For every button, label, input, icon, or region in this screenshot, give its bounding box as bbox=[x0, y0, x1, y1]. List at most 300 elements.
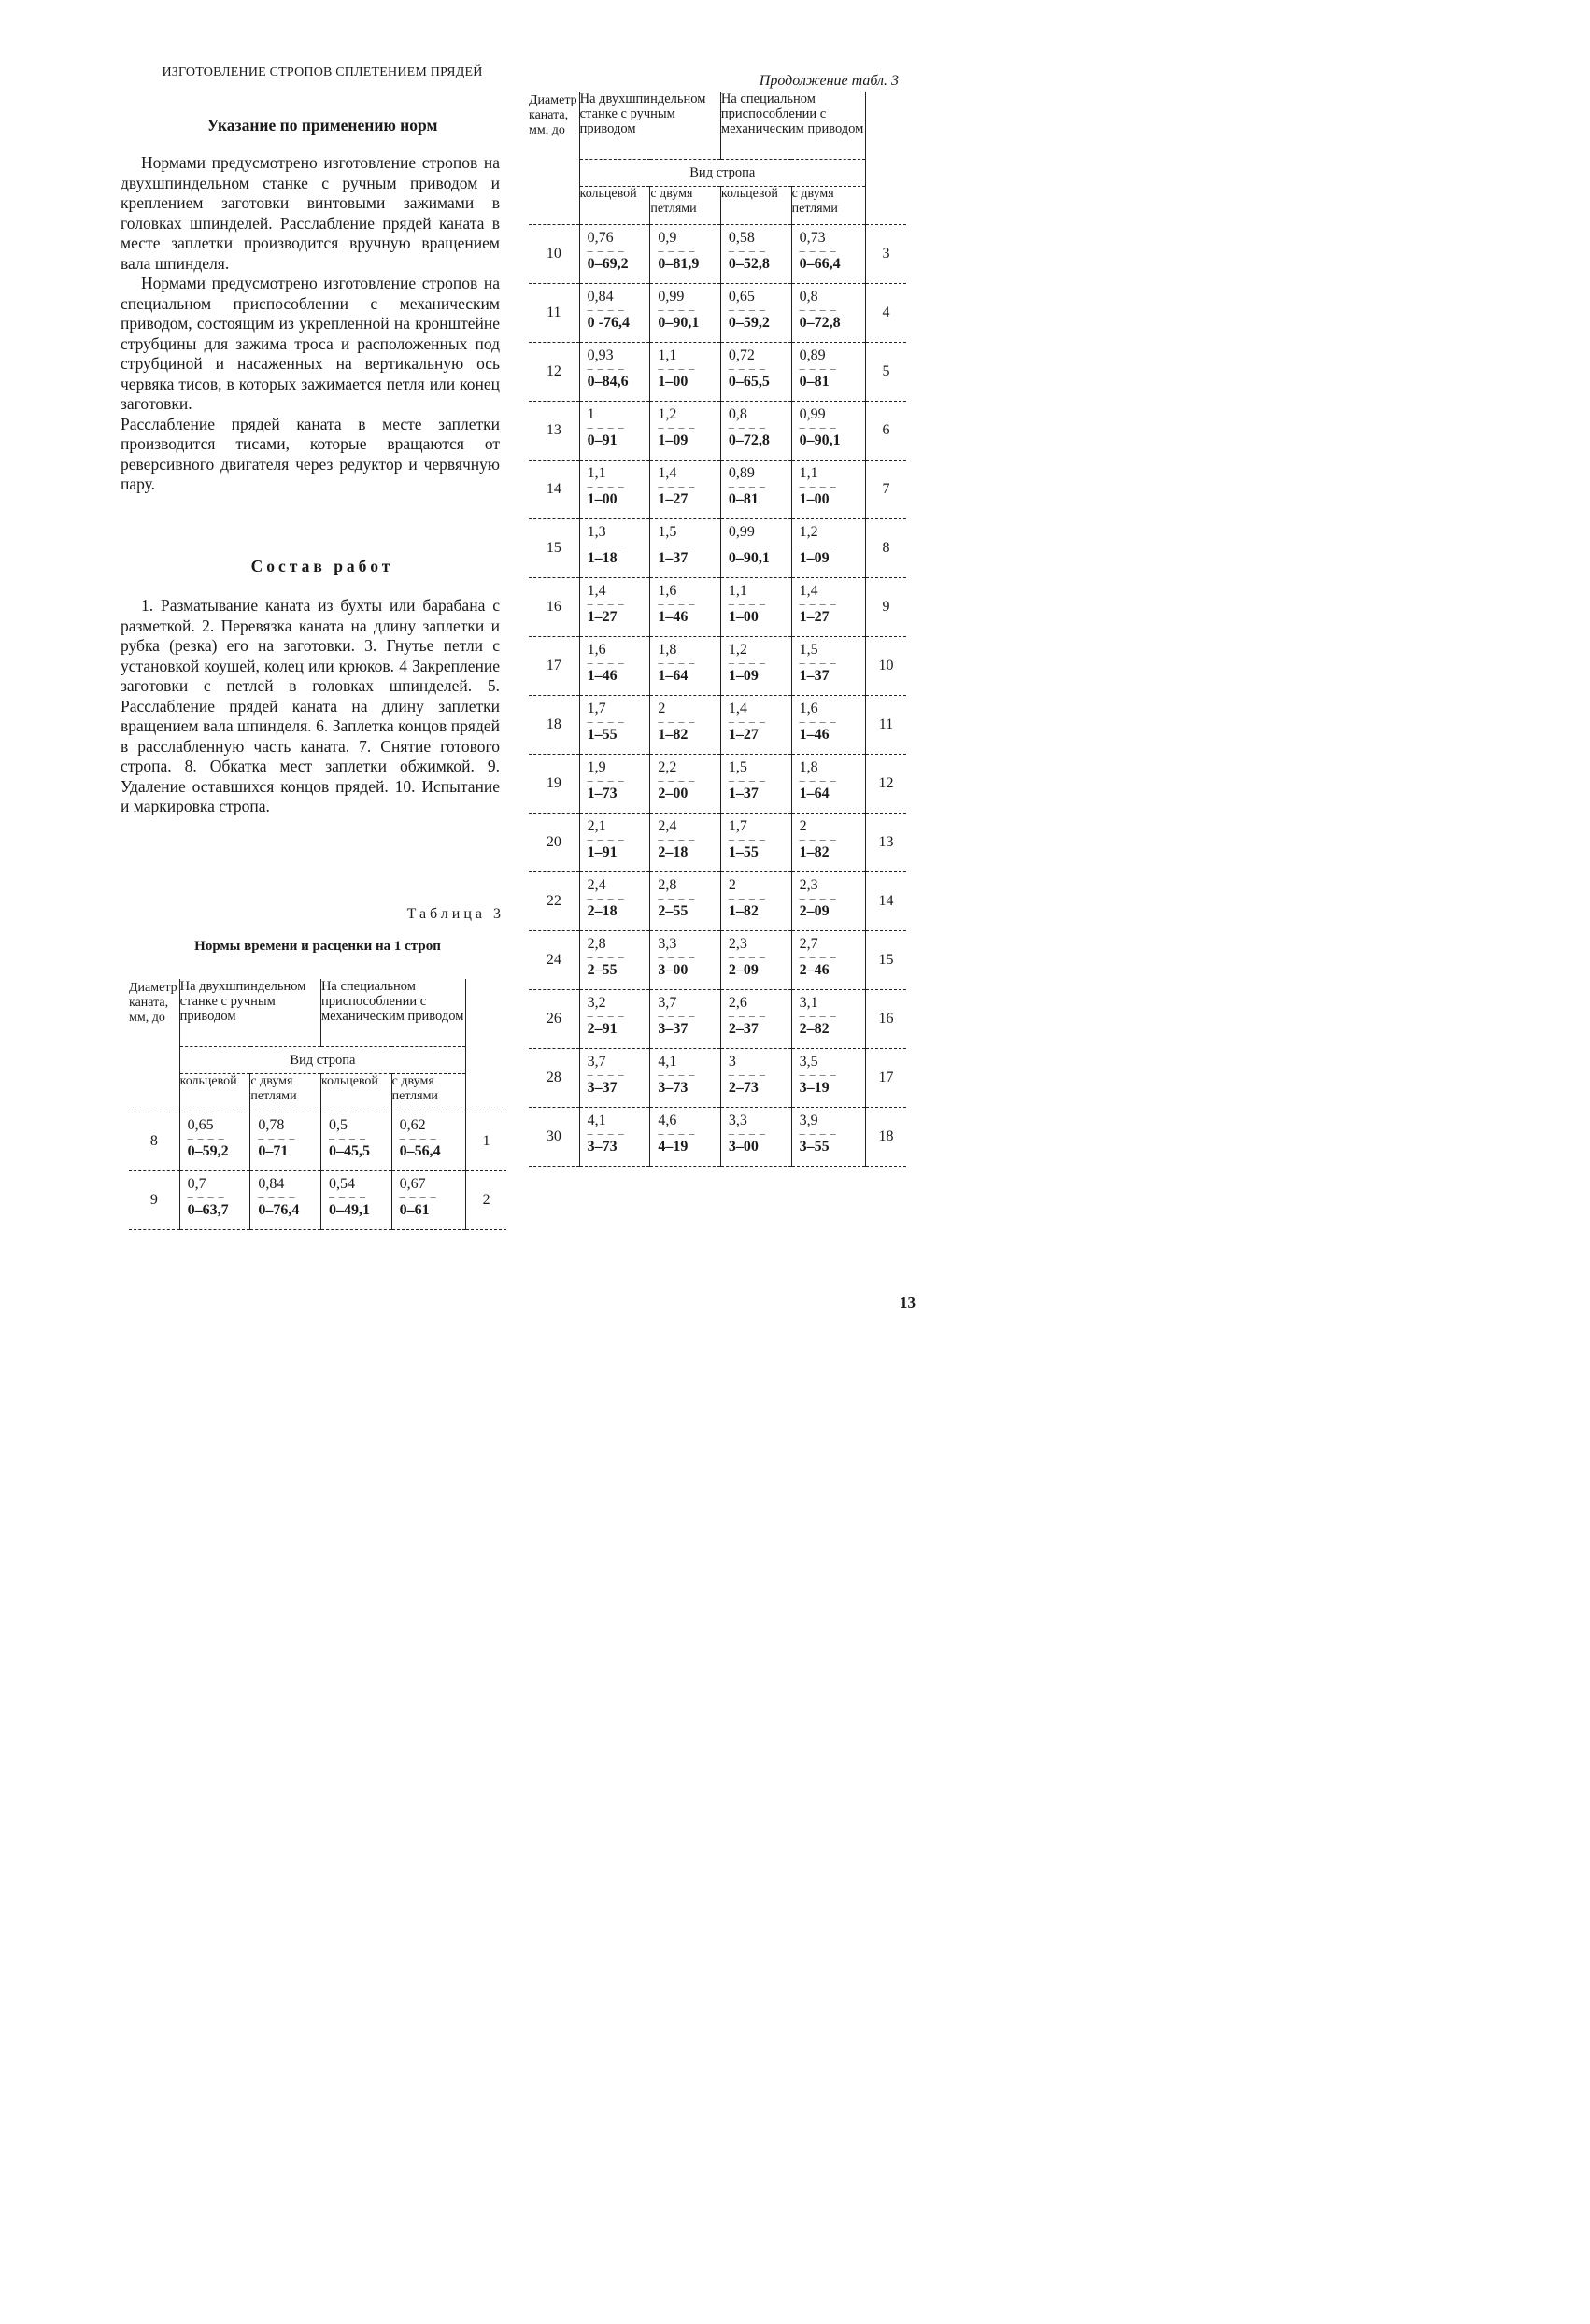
time-norm: 1,2 bbox=[799, 524, 818, 540]
price-rate: 1–00 bbox=[799, 491, 830, 507]
value-box bbox=[250, 1171, 320, 1229]
value-box bbox=[792, 814, 865, 872]
price-rate: 3–73 bbox=[658, 1080, 689, 1096]
price-rate: 1–64 bbox=[658, 668, 689, 684]
diameter-cell: 20 bbox=[529, 814, 579, 872]
time-norm: 1,5 bbox=[799, 642, 818, 658]
header-type: Вид стропа bbox=[579, 160, 865, 187]
fraction-line: – – – – bbox=[799, 303, 837, 316]
header-machine: На двухшпиндельном станке с ручным приводом bbox=[579, 92, 720, 160]
diameter-cell: 14 bbox=[529, 461, 579, 519]
price-rate: 1–09 bbox=[658, 432, 689, 448]
fraction-line: – – – – bbox=[187, 1190, 225, 1203]
fraction-line: – – – – bbox=[728, 303, 766, 316]
fraction-line: – – – – bbox=[799, 420, 837, 433]
time-norm: 3,9 bbox=[799, 1112, 818, 1128]
price-rate: 2–91 bbox=[587, 1021, 618, 1037]
header-special: На специальном приспособлении с механическим приводом bbox=[720, 92, 865, 160]
price-rate: 1–27 bbox=[799, 609, 830, 625]
price-rate: 0–66,4 bbox=[799, 256, 841, 272]
fraction-line: – – – – bbox=[587, 715, 625, 728]
price-rate: 0–71 bbox=[258, 1143, 289, 1159]
fraction-line: – – – – bbox=[587, 1127, 625, 1140]
value-box bbox=[650, 931, 720, 989]
value-cell bbox=[720, 225, 791, 284]
time-norm: 0,73 bbox=[799, 230, 826, 246]
time-norm: 2,6 bbox=[728, 995, 747, 1011]
value-cell bbox=[791, 696, 865, 755]
price-rate: 1–46 bbox=[799, 727, 830, 743]
price-rate: 3–19 bbox=[799, 1080, 830, 1096]
value-cell bbox=[650, 284, 721, 343]
work-text: 1. Разматывание каната из бухты или барабана с разметкой. 2. Перевязка каната на длину заплетки и рубка (резка) его на заготовки. 3. Гнутье петли с установкой коушей, колец или крюков. 4 Закрепление заготовки с петлей в головках шпинделей. 5. Расслабление прядей каната на длину заплетки вращением вала шпинделя. 6. Заплетка концов прядей в расслабленную часть каната. 7. Снятие готового стропа. 8. Обкатка мест заплетки обжимкой. 9. Удаление оставшихся концов прядей. 10. Испытание и маркировка стропа. bbox=[121, 596, 500, 815]
price-rate: 2–55 bbox=[658, 903, 689, 919]
diameter-cell: 19 bbox=[529, 755, 579, 814]
table-row bbox=[129, 1171, 506, 1230]
value-cell bbox=[791, 931, 865, 990]
header-ring: кольцевой bbox=[579, 187, 650, 225]
fraction-line: – – – – bbox=[728, 891, 766, 904]
price-rate: 2–18 bbox=[587, 903, 618, 919]
table-title: Нормы времени и расценки на 1 строп bbox=[194, 939, 441, 954]
fraction-line: – – – – bbox=[399, 1131, 437, 1144]
time-norm: 0,84 bbox=[258, 1176, 285, 1192]
value-box bbox=[180, 1171, 250, 1229]
value-cell bbox=[720, 343, 791, 402]
value-box bbox=[321, 1112, 391, 1170]
fraction-line: – – – – bbox=[728, 1009, 766, 1022]
value-box bbox=[792, 284, 865, 342]
time-norm: 0,65 bbox=[728, 289, 755, 305]
value-box bbox=[792, 1108, 865, 1166]
value-box bbox=[721, 814, 791, 872]
time-norm: 1,4 bbox=[728, 701, 747, 716]
row-number: 5 bbox=[866, 343, 906, 402]
value-box bbox=[650, 225, 720, 283]
header-two-loops: с двумя петлями bbox=[250, 1074, 321, 1112]
row-number: 15 bbox=[866, 931, 906, 990]
value-box bbox=[650, 519, 720, 577]
fraction-line: – – – – bbox=[728, 773, 766, 786]
table-row bbox=[529, 872, 906, 931]
price-rate: 1–27 bbox=[587, 609, 618, 625]
value-box bbox=[721, 990, 791, 1048]
fraction-line: – – – – bbox=[658, 420, 696, 433]
time-norm: 2,3 bbox=[728, 936, 747, 952]
value-box bbox=[580, 519, 650, 577]
value-cell bbox=[720, 872, 791, 931]
value-cell bbox=[650, 755, 721, 814]
time-norm: 1,1 bbox=[587, 465, 606, 481]
time-norm: 1,1 bbox=[728, 583, 747, 599]
value-cell bbox=[579, 402, 650, 461]
price-rate: 1–55 bbox=[587, 727, 618, 743]
fraction-line: – – – – bbox=[587, 656, 625, 669]
time-norm: 0,7 bbox=[187, 1176, 206, 1192]
time-norm: 4,1 bbox=[658, 1054, 677, 1070]
value-box bbox=[792, 461, 865, 518]
value-cell bbox=[579, 343, 650, 402]
table-row bbox=[529, 284, 906, 343]
value-cell bbox=[250, 1112, 321, 1171]
diameter-cell: 11 bbox=[529, 284, 579, 343]
value-cell bbox=[791, 637, 865, 696]
time-norm: 2,4 bbox=[587, 877, 606, 893]
price-rate: 1–37 bbox=[658, 550, 689, 566]
guidance-text bbox=[121, 153, 500, 495]
price-rate: 2–09 bbox=[799, 903, 830, 919]
price-rate: 1–09 bbox=[728, 668, 759, 684]
value-box bbox=[580, 461, 650, 518]
diameter-cell: 30 bbox=[529, 1108, 579, 1167]
value-box bbox=[721, 402, 791, 460]
fraction-line: – – – – bbox=[728, 597, 766, 610]
value-cell bbox=[650, 519, 721, 578]
value-cell bbox=[579, 1108, 650, 1167]
fraction-line: – – – – bbox=[399, 1190, 437, 1203]
value-cell bbox=[579, 637, 650, 696]
value-box bbox=[580, 637, 650, 695]
price-rate: 3–00 bbox=[658, 962, 689, 978]
price-rate: 2–73 bbox=[728, 1080, 759, 1096]
price-rate: 1–09 bbox=[799, 550, 830, 566]
value-cell bbox=[791, 519, 865, 578]
value-cell bbox=[579, 578, 650, 637]
value-cell bbox=[579, 990, 650, 1049]
fraction-line: – – – – bbox=[799, 1009, 837, 1022]
value-cell bbox=[650, 696, 721, 755]
value-cell bbox=[791, 578, 865, 637]
time-norm: 0,84 bbox=[587, 289, 614, 305]
time-norm: 2,7 bbox=[799, 936, 818, 952]
value-box bbox=[792, 225, 865, 283]
time-norm: 0,93 bbox=[587, 347, 614, 363]
value-box bbox=[650, 1049, 720, 1107]
diameter-cell: 24 bbox=[529, 931, 579, 990]
diameter-cell: 16 bbox=[529, 578, 579, 637]
price-rate: 0–84,6 bbox=[587, 374, 629, 390]
time-norm: 0,5 bbox=[328, 1117, 348, 1133]
price-rate: 0–72,8 bbox=[728, 432, 770, 448]
price-rate: 1–64 bbox=[799, 786, 830, 801]
price-rate: 0–81 bbox=[728, 491, 759, 507]
work-heading: Состав работ bbox=[250, 557, 394, 575]
time-norm: 1,6 bbox=[799, 701, 818, 716]
value-box bbox=[580, 755, 650, 813]
value-cell bbox=[720, 1108, 791, 1167]
value-cell bbox=[650, 1049, 721, 1108]
value-cell bbox=[179, 1171, 250, 1230]
value-box bbox=[721, 461, 791, 518]
value-box bbox=[792, 578, 865, 636]
value-cell bbox=[720, 402, 791, 461]
fraction-line: – – – – bbox=[658, 1068, 696, 1081]
time-norm: 0,76 bbox=[587, 230, 614, 246]
value-box bbox=[721, 755, 791, 813]
price-rate: 0–45,5 bbox=[328, 1143, 370, 1159]
table-row bbox=[529, 519, 906, 578]
time-norm: 1 bbox=[587, 406, 595, 422]
time-norm: 2,2 bbox=[658, 759, 677, 775]
value-box bbox=[792, 1049, 865, 1107]
value-box bbox=[792, 343, 865, 401]
fraction-line: – – – – bbox=[658, 832, 696, 845]
value-cell bbox=[720, 284, 791, 343]
price-rate: 0–81,9 bbox=[658, 256, 700, 272]
value-cell bbox=[791, 872, 865, 931]
header-ring2: кольцевой bbox=[320, 1074, 391, 1112]
value-box bbox=[721, 931, 791, 989]
value-cell bbox=[320, 1112, 391, 1171]
value-cell bbox=[650, 225, 721, 284]
value-cell bbox=[791, 814, 865, 872]
diameter-cell: 28 bbox=[529, 1049, 579, 1108]
time-norm: 1,1 bbox=[658, 347, 677, 363]
fraction-line: – – – – bbox=[658, 244, 696, 257]
diameter-cell: 9 bbox=[129, 1171, 179, 1230]
fraction-line: – – – – bbox=[587, 538, 625, 551]
value-box bbox=[650, 402, 720, 460]
time-norm: 3,3 bbox=[728, 1112, 747, 1128]
diameter-cell: 18 bbox=[529, 696, 579, 755]
header-ring: кольцевой bbox=[179, 1074, 250, 1112]
price-rate: 0–56,4 bbox=[399, 1143, 441, 1159]
paragraph-1: Нормами предусмотрено изготовление стропов на двухшпиндельном станке с ручным приводом и креплением заготовки винтовыми зажимами в головках шпинделей. Расслабление прядей каната в месте заплетки производится вручную вращением вала шпинделя. bbox=[121, 153, 500, 273]
value-box bbox=[392, 1171, 465, 1229]
price-rate: 0–49,1 bbox=[328, 1202, 370, 1218]
time-norm: 0,72 bbox=[728, 347, 755, 363]
header-machine: На двухшпиндельном станке с ручным приводом bbox=[179, 979, 320, 1047]
row-number: 1 bbox=[466, 1112, 506, 1171]
price-rate: 1–55 bbox=[728, 844, 759, 860]
section-title: ИЗГОТОВЛЕНИЕ СТРОПОВ СПЛЕТЕНИЕМ ПРЯДЕЙ bbox=[162, 65, 483, 79]
row-number: 18 bbox=[866, 1108, 906, 1167]
time-norm: 2,3 bbox=[799, 877, 818, 893]
value-cell bbox=[791, 1049, 865, 1108]
price-rate: 3–00 bbox=[728, 1139, 759, 1155]
fraction-line: – – – – bbox=[799, 773, 837, 786]
value-cell bbox=[791, 990, 865, 1049]
time-norm: 0,99 bbox=[658, 289, 685, 305]
price-rate: 0–52,8 bbox=[728, 256, 770, 272]
value-box bbox=[792, 931, 865, 989]
price-rate: 1–27 bbox=[658, 491, 689, 507]
value-cell bbox=[320, 1171, 391, 1230]
paragraph-2: Нормами предусмотрено изготовление стропов на специальном приспособлении с механическим приводом, состоящим из укрепленной на кронштейне струбцины для зажима троса и расположенных под струбциной и насаженных на вертикальную ось червяка тисов, в которых зажимается петля или конец заготовки. bbox=[121, 274, 500, 413]
value-cell bbox=[579, 755, 650, 814]
time-norm: 0,78 bbox=[258, 1117, 285, 1133]
price-rate: 0–65,5 bbox=[728, 374, 770, 390]
fraction-line: – – – – bbox=[799, 715, 837, 728]
fraction-line: – – – – bbox=[587, 1009, 625, 1022]
page-number: 13 bbox=[900, 1294, 916, 1311]
fraction-line: – – – – bbox=[587, 420, 625, 433]
row-number: 3 bbox=[866, 225, 906, 284]
value-box bbox=[721, 1049, 791, 1107]
value-cell bbox=[579, 225, 650, 284]
value-cell bbox=[720, 755, 791, 814]
header-type: Вид стропа bbox=[179, 1047, 466, 1074]
value-box bbox=[650, 872, 720, 930]
fraction-line: – – – – bbox=[799, 1127, 837, 1140]
value-cell bbox=[250, 1171, 321, 1230]
value-box bbox=[650, 696, 720, 754]
fraction-line: – – – – bbox=[728, 538, 766, 551]
value-box bbox=[792, 755, 865, 813]
value-box bbox=[580, 284, 650, 342]
value-cell bbox=[179, 1112, 250, 1171]
fraction-line: – – – – bbox=[658, 361, 696, 375]
fraction-line: – – – – bbox=[587, 597, 625, 610]
table-row bbox=[529, 461, 906, 519]
time-norm: 0,99 bbox=[728, 524, 755, 540]
time-norm: 1,2 bbox=[658, 406, 677, 422]
value-cell bbox=[791, 402, 865, 461]
time-norm: 1,2 bbox=[728, 642, 747, 658]
diameter-cell: 13 bbox=[529, 402, 579, 461]
price-rate: 0–90,1 bbox=[728, 550, 770, 566]
continuation-label: Продолжение табл. 3 bbox=[759, 73, 899, 89]
table-row bbox=[529, 696, 906, 755]
value-box bbox=[580, 402, 650, 460]
time-norm: 0,8 bbox=[799, 289, 818, 305]
time-norm: 1,4 bbox=[658, 465, 677, 481]
time-norm: 0,65 bbox=[187, 1117, 214, 1133]
table-row bbox=[529, 1049, 906, 1108]
value-cell bbox=[650, 637, 721, 696]
time-norm: 3,5 bbox=[799, 1054, 818, 1070]
fraction-line: – – – – bbox=[187, 1131, 225, 1144]
price-rate: 0–63,7 bbox=[187, 1202, 229, 1218]
table-row bbox=[529, 578, 906, 637]
value-cell bbox=[391, 1171, 465, 1230]
fraction-line: – – – – bbox=[587, 1068, 625, 1081]
price-rate: 1–00 bbox=[728, 609, 759, 625]
price-rate: 1–18 bbox=[587, 550, 618, 566]
value-cell bbox=[579, 461, 650, 519]
time-norm: 3,7 bbox=[587, 1054, 606, 1070]
table-row bbox=[529, 755, 906, 814]
fraction-line: – – – – bbox=[587, 950, 625, 963]
table-row bbox=[529, 1108, 906, 1167]
time-norm: 0,58 bbox=[728, 230, 755, 246]
value-box bbox=[792, 402, 865, 460]
header-diameter: Диаметр каната, мм, до bbox=[529, 92, 579, 225]
fraction-line: – – – – bbox=[728, 950, 766, 963]
fraction-line: – – – – bbox=[728, 1068, 766, 1081]
value-cell bbox=[650, 1108, 721, 1167]
value-cell bbox=[720, 578, 791, 637]
time-norm: 4,1 bbox=[587, 1112, 606, 1128]
row-number: 6 bbox=[866, 402, 906, 461]
value-box bbox=[650, 461, 720, 518]
fraction-line: – – – – bbox=[728, 832, 766, 845]
diameter-cell: 17 bbox=[529, 637, 579, 696]
fraction-line: – – – – bbox=[799, 832, 837, 845]
price-rate: 1–37 bbox=[728, 786, 759, 801]
value-box bbox=[180, 1112, 250, 1170]
fraction-line: – – – – bbox=[658, 597, 696, 610]
value-cell bbox=[791, 461, 865, 519]
price-rate: 2–00 bbox=[658, 786, 689, 801]
value-cell bbox=[650, 343, 721, 402]
value-box bbox=[580, 696, 650, 754]
time-norm: 2,8 bbox=[587, 936, 606, 952]
table-row bbox=[529, 990, 906, 1049]
time-norm: 1,6 bbox=[658, 583, 677, 599]
value-cell bbox=[650, 990, 721, 1049]
value-cell bbox=[579, 696, 650, 755]
fraction-line: – – – – bbox=[258, 1131, 296, 1144]
value-cell bbox=[650, 461, 721, 519]
value-cell bbox=[579, 814, 650, 872]
time-norm: 0,9 bbox=[658, 230, 677, 246]
price-rate: 1–37 bbox=[799, 668, 830, 684]
table-row bbox=[529, 931, 906, 990]
value-cell bbox=[720, 519, 791, 578]
price-rate: 2–55 bbox=[587, 962, 618, 978]
value-box bbox=[721, 519, 791, 577]
value-cell bbox=[720, 1049, 791, 1108]
value-box bbox=[650, 755, 720, 813]
fraction-line: – – – – bbox=[587, 891, 625, 904]
header-two-loops2: с двумя петлями bbox=[791, 187, 865, 225]
fraction-line: – – – – bbox=[799, 656, 837, 669]
value-cell bbox=[650, 931, 721, 990]
value-cell bbox=[720, 637, 791, 696]
fraction-line: – – – – bbox=[799, 244, 837, 257]
value-box bbox=[250, 1112, 320, 1170]
value-box bbox=[580, 1108, 650, 1166]
value-box bbox=[721, 872, 791, 930]
table-row bbox=[529, 637, 906, 696]
value-box bbox=[580, 578, 650, 636]
time-norm: 1,7 bbox=[587, 701, 606, 716]
price-rate: 2–18 bbox=[658, 844, 689, 860]
diameter-cell: 10 bbox=[529, 225, 579, 284]
paragraph-3: Расслабление прядей каната в месте заплетки производится тисами, которые вращаются от реверсивного двигателя через редуктор и червячную пару. bbox=[121, 414, 500, 493]
value-cell bbox=[650, 578, 721, 637]
price-rate: 0–61 bbox=[399, 1202, 430, 1218]
value-box bbox=[650, 284, 720, 342]
fraction-line: – – – – bbox=[658, 773, 696, 786]
price-rate: 1–91 bbox=[587, 844, 618, 860]
time-norm: 3,1 bbox=[799, 995, 818, 1011]
time-norm: 0,89 bbox=[728, 465, 755, 481]
price-rate: 1–00 bbox=[658, 374, 689, 390]
left-table-grid bbox=[129, 979, 506, 1230]
value-box bbox=[580, 814, 650, 872]
time-norm: 0,89 bbox=[799, 347, 826, 363]
price-rate: 1–46 bbox=[587, 668, 618, 684]
price-rate: 1–46 bbox=[658, 609, 689, 625]
value-cell bbox=[579, 519, 650, 578]
row-number: 14 bbox=[866, 872, 906, 931]
work-text-block bbox=[121, 596, 500, 817]
fraction-line: – – – – bbox=[658, 1009, 696, 1022]
time-norm: 0,8 bbox=[728, 406, 747, 422]
price-rate: 0–90,1 bbox=[658, 315, 700, 331]
value-cell bbox=[791, 1108, 865, 1167]
row-number: 13 bbox=[866, 814, 906, 872]
time-norm: 2 bbox=[799, 818, 807, 834]
time-norm: 2,8 bbox=[658, 877, 677, 893]
value-cell bbox=[579, 872, 650, 931]
row-number: 17 bbox=[866, 1049, 906, 1108]
value-cell bbox=[579, 1049, 650, 1108]
value-box bbox=[721, 284, 791, 342]
table-row bbox=[529, 402, 906, 461]
